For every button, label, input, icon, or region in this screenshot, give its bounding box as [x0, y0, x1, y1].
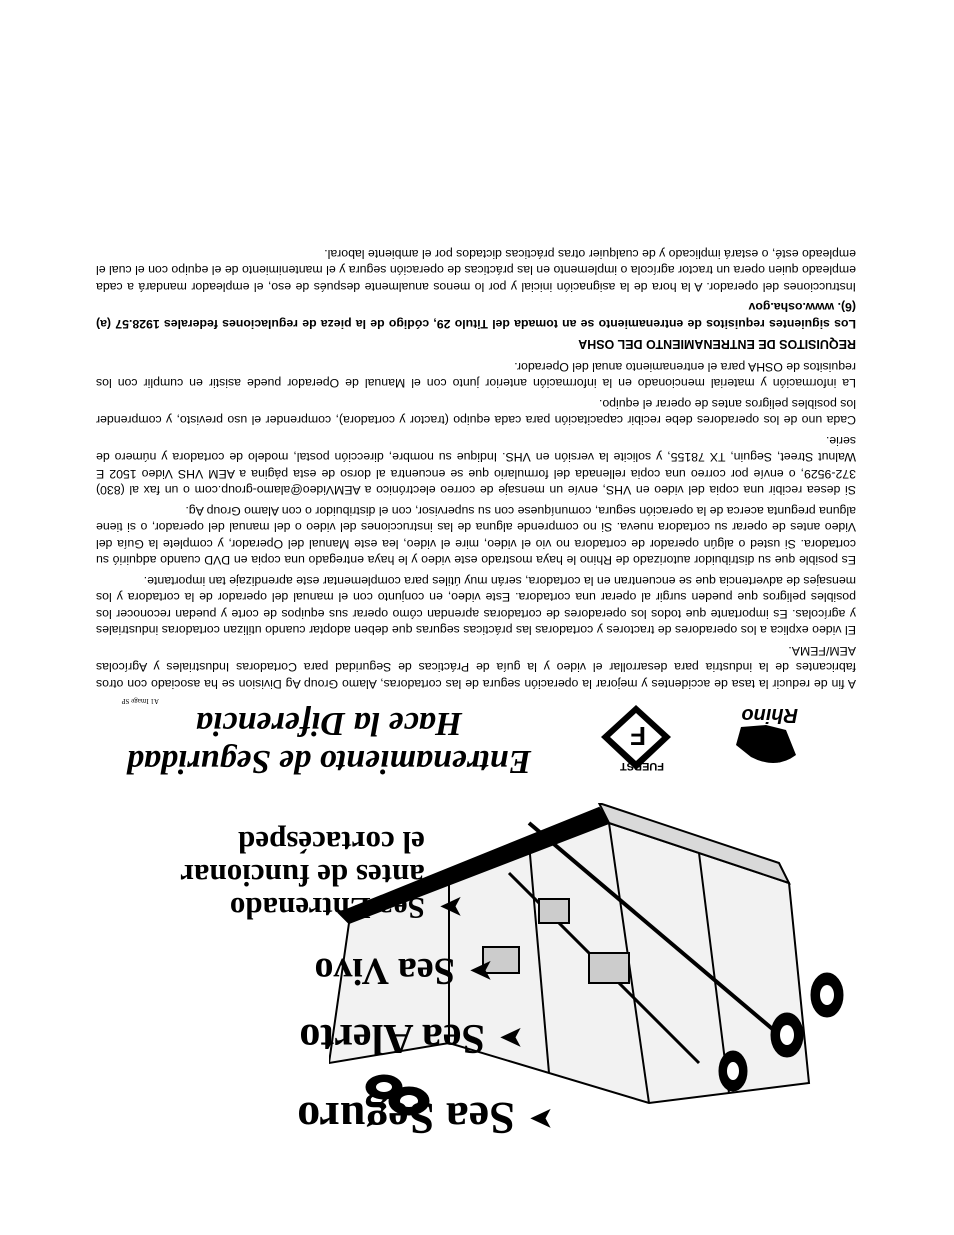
paragraph: Cada uno de los operadores debe recibir capacitación para cada equipo (tractor y cortadora), comprender el uso previsto, y comprender los posibles peligros antes de operar el equipo.	[96, 397, 856, 428]
paragraph: La información y material mencionado en la información anterior junto con el Manual de Operador puede asistir en cumplir con los requisitos de OSHA para el entrenamiento anual del Operador.	[96, 360, 856, 391]
headline-line2: Hace la Diferencia	[195, 705, 463, 742]
body-text	[96, 242, 856, 693]
svg-text:F: F	[630, 721, 646, 751]
slogan-text: Sea Vivo	[314, 950, 455, 992]
arrow-bullet-icon: ➤	[468, 953, 494, 989]
slogan-text: el cortacésped	[238, 825, 425, 860]
arrow-bullet-icon: ➤	[438, 889, 464, 924]
paragraph: El video explica a los operadores de tractores y cortadoras las prácticas seguras que deben adoptar cuando utilizan cortadoras industriales y agrícolas. Es importante que todos los operadores de cortadoras aprendan cómo operar sus equipos de corte y puedan reconocer los posibles peligros que pueden surgir al operar una cortadora. Este video, en conjunto con el manual del operador de la cortadora y los mensajes de advertencia que se encuentran en la cortadora, serán muy útiles para complementar este aprendizaje tan importante.	[96, 574, 856, 638]
slogan-list	[34, 795, 554, 1175]
headline-line1: Entrenamiento de Seguridad	[126, 743, 532, 780]
paragraph: Es posible que su distribuidor autorizado de Rhino le haya mostrado este video y le haya entregado una copia en DVD cuando adquirió su cortadora. Si usted o algún operador de cortadora no vio el video, mire el video, lea este Manual del Operador, y complete la Guía del Video antes de operar su cortadora nueva. Si no comprende alguna de las instrucciones del video o del manual del operador, o si tiene alguna pregunta acerca de la operación segura, comuníquese con su supervisor, con el distribuidor o con Alamo Group Ag.	[96, 504, 856, 568]
brand-logos	[586, 705, 806, 775]
slogan-text: antes de funcionar	[180, 858, 425, 893]
arrow-bullet-icon: ➤	[528, 1101, 554, 1136]
image-code: A1 Image SP	[121, 697, 159, 705]
slogan-sea-seguro	[297, 1092, 554, 1145]
slogan-text: Sea Alerto	[299, 1015, 485, 1061]
fuerst-logo	[596, 705, 676, 775]
arrow-bullet-icon: ➤	[498, 1020, 524, 1056]
slogan-sea-entrenado	[180, 826, 464, 925]
rhino-logo-text: Rhino	[741, 705, 798, 726]
slogan-text: Sea Entrenado	[229, 891, 425, 926]
slogan-text: Sea Seguro	[297, 1093, 515, 1144]
paragraph: A fin de reducir la tasa de accidentes y mejorar la operación segura de las cortadoras, Alamo Group Ag Division se ha asociado con otros fabricantes de la industria para desarrollar el video y la guía de Prácticas de Seguridad para Cortadoras Industriales y Agrícolas AEM/FEMA.	[96, 644, 856, 691]
osha-paragraph: Instrucciones del operador. A la hora de la asignación inicial y por lo menos anualmente después de eso, el empleador mandará a cada empleado quien opera un tractor agrícola o implemento en las prácticas de operación segura y el mantenimiento de el equipo con el cual el empleado esté, o estará implicado y de cualquier otras prácticas dictados por el ambiente laboral.	[96, 247, 856, 294]
osha-heading: REQUISITOS DE ENTRENAMIENTO DEL OSHA	[578, 337, 856, 352]
slogan-sea-alerto	[299, 1014, 524, 1062]
fuerst-logo-text: FUERST	[620, 760, 664, 772]
slogan-sea-vivo	[314, 949, 494, 993]
headline	[94, 704, 564, 780]
osha-regulation: Los siguientes requisitos de entrenamiento se an tomada del Titulo 29, código de la pieza de regulaciones federales 1928.57 (a) (6). www.osha.gov	[96, 300, 856, 331]
paragraph: Si desea recibir una copia del video en VHS, envíe un mensaje de correo electrónico a AEMVideo@alamo-group.com o un fax al (830) 372-9529, o envíe por correo una copia rellenada del formulario que se encuentra al dorso de esta página a AEM VHS Video 1502 E Walnut Street, Seguin, TX 78155, y solicite la versión en VHS. Indique su nombre, dirección postal, modelo de cortadora y número de serie.	[96, 434, 856, 498]
